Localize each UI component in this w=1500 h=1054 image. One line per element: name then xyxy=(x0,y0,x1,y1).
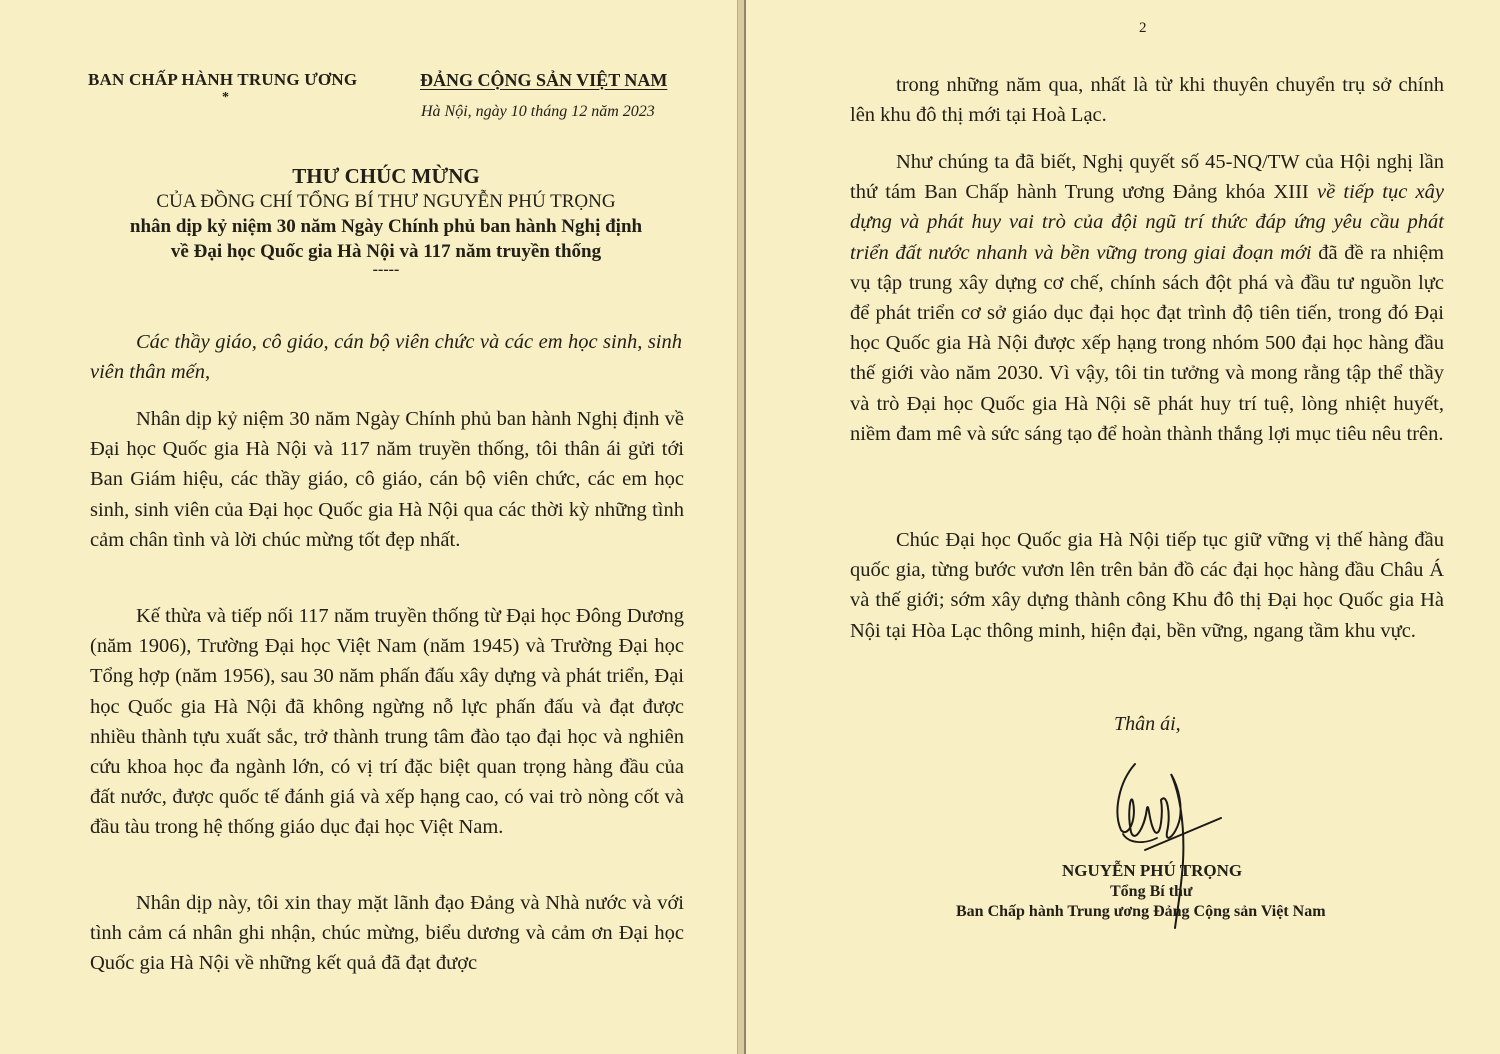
letter-date: Hà Nội, ngày 10 tháng 12 năm 2023 xyxy=(421,103,655,120)
occasion-line-1: nhân dịp kỷ niệm 30 năm Ngày Chính phủ ban hành Nghị định xyxy=(129,216,643,237)
page2-paragraph-3: Chúc Đại học Quốc gia Hà Nội tiếp tục giữ vững vị thế hàng đầu quốc gia, từng bước vươn lên trên bản đồ các đại học hàng đầu Châu Á và thế giới; sớm xây dựng thành công Khu đô thị Đại học Quốc gia Hà Nội tại Hòa Lạc thông minh, hiện đại, bền vững, ngang tầm khu vực. xyxy=(850,529,1444,642)
letter-page-1 xyxy=(0,0,738,1054)
paragraph-3: Nhân dịp này, tôi xin thay mặt lãnh đạo Đảng và Nhà nước và với tình cảm cá nhân ghi nhận, chúc mừng, biểu dương và cảm ơn Đại học Quốc gia Hà Nội về những kết quả đã đạt được xyxy=(90,892,684,975)
page2-paragraph-2 xyxy=(850,147,1444,449)
header-star: * xyxy=(222,90,229,105)
closing-salutation: Thân ái, xyxy=(1114,713,1181,735)
occasion-line-2: về Đại học Quốc gia Hà Nội và 117 năm truyền thống xyxy=(170,241,602,262)
resolution-title: về tiếp tục xây dựng và phát huy vai trò của đội ngũ trí thức đáp ứng yêu cầu phát triển đất nước nhanh và bền vững trong giai đoạn mới xyxy=(850,181,1445,264)
title-separator: ----- xyxy=(372,261,400,278)
letter-title: THƯ CHÚC MỪNG xyxy=(292,164,480,188)
letter-title-block xyxy=(90,162,682,276)
issuing-body-header: BAN CHẤP HÀNH TRUNG ƯƠNG xyxy=(88,70,358,89)
signer-name: NGUYỄN PHÚ TRỌNG xyxy=(1062,861,1243,880)
greeting: Các thầy giáo, cô giáo, cán bộ viên chức và các em học sinh, sinh viên thân mến, xyxy=(90,331,682,384)
signer-title: Tổng Bí thư xyxy=(1110,883,1193,900)
page-number: 2 xyxy=(1139,20,1147,36)
letter-subtitle: CỦA ĐỒNG CHÍ TỔNG BÍ THƯ NGUYỄN PHÚ TRỌNG xyxy=(156,191,616,212)
party-name-header: ĐẢNG CỘNG SẢN VIỆT NAM xyxy=(420,70,668,90)
signer-organization: Ban Chấp hành Trung ương Đảng Cộng sản Việt Nam xyxy=(956,903,1326,920)
paragraph-2-body: đã đề ra nhiệm vụ tập trung xây dựng cơ chế, chính sách đột phá và đầu tư nguồn lực để phát triển cơ sở giáo dục đại học đạt trình độ tiên tiến, trong đó Đại học Quốc gia Hà Nội được xếp hạng trong nhóm 500 đại học hàng đầu thế giới vào năm 2030. Vì vậy, tôi tin tưởng và mong rằng tập thể thầy và trò Đại học Quốc gia Hà Nội sẽ phát huy trí tuệ, lòng nhiệt huyết, niềm đam mê và sức sáng tạo để hoàn thành thắng lợi mục tiêu nêu trên. xyxy=(850,241,1444,445)
paragraph-2-intro: Như chúng ta đã biết, Nghị quyết số 45-NQ/TW của Hội nghị lần thứ tám Ban Chấp hành Trung ương Đảng khóa XIII xyxy=(850,151,1444,204)
paragraph-2: Kế thừa và tiếp nối 117 năm truyền thống từ Đại học Đông Dương (năm 1906), Trường Đại học Việt Nam (năm 1945) và Trường Đại học Tổng hợp (năm 1956), sau 30 năm phấn đấu xây dựng và phát triển, Đại học Quốc gia Hà Nội đã không ngừng nỗ lực phấn đấu và đạt được nhiều thành tựu xuất sắc, trở thành trung tâm đào tạo đại học và nghiên cứu khoa học đa ngành lớn, có vị trí đặc biệt quan trọng hàng đầu của đất nước, được quốc tế đánh giá và xếp hạng cao, có vai trò nòng cốt và đầu tàu trong hệ thống giáo dục đại học Việt Nam. xyxy=(90,605,684,839)
page2-paragraph-1: trong những năm qua, nhất là từ khi thuyên chuyển trụ sở chính lên khu đô thị mới tại Hoà Lạc. xyxy=(850,74,1444,127)
paragraph-1: Nhân dịp kỷ niệm 30 năm Ngày Chính phủ ban hành Nghị định về Đại học Quốc gia Hà Nội và 117 năm truyền thống, tôi thân ái gửi tới Ban Giám hiệu, các thầy giáo, cô giáo, cán bộ viên chức, các em học sinh, sinh viên của Đại học Quốc gia Hà Nội qua các thời kỳ những tình cảm chân tình và lời chúc mừng tốt đẹp nhất. xyxy=(90,408,684,551)
